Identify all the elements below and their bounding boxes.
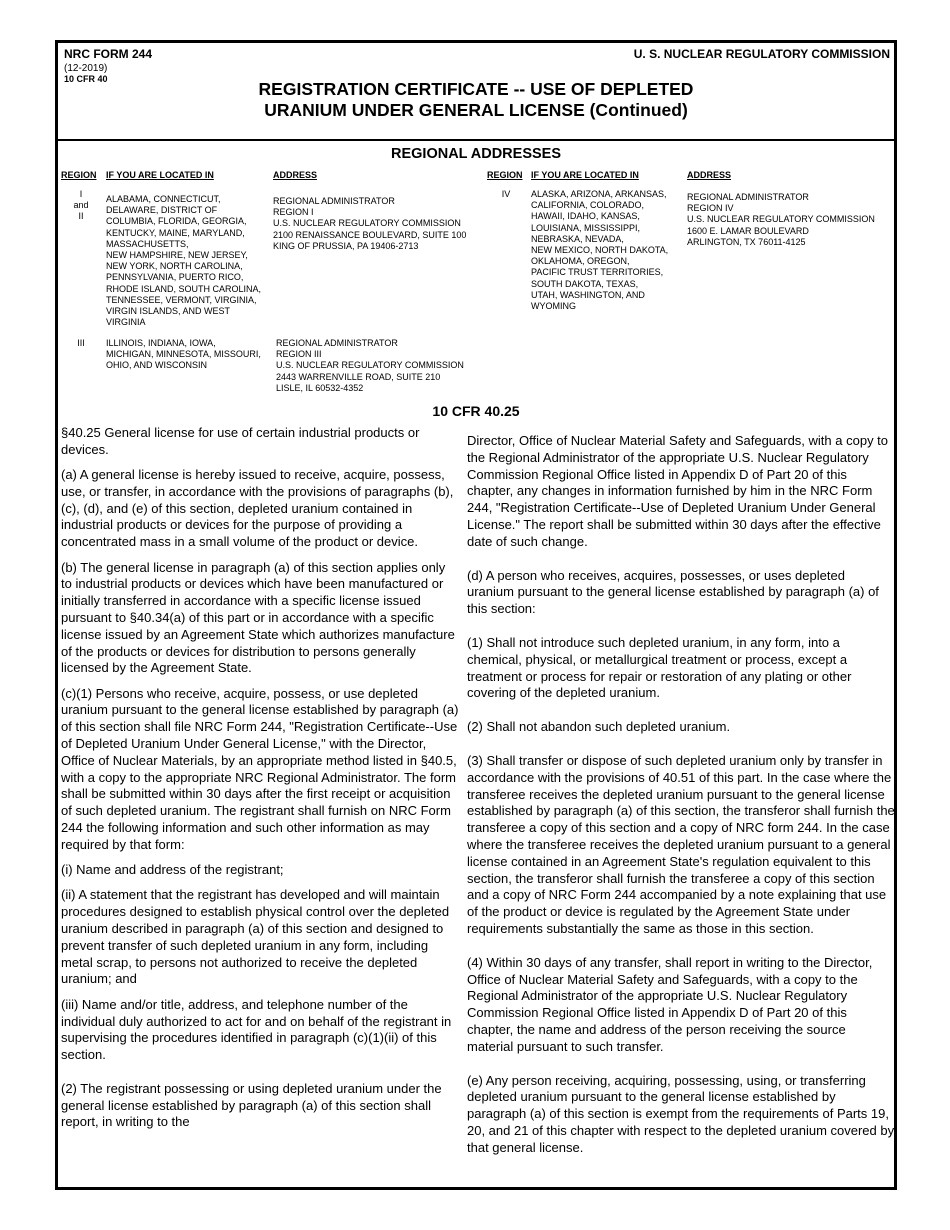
- title-line-1: REGISTRATION CERTIFICATE -- USE OF DEPLETED: [258, 79, 694, 99]
- paragraph: (a) A general license is hereby issued to receive, acquire, possess, use, or transfer, in accordance with the provisions of paragraphs (b), (c), (d), and (e) of this section, depleted uranium contained in industrial products or devices for the purpose of providing a concentrated mass in a small volume of the product or device.: [61, 467, 454, 550]
- form-title: [58, 79, 894, 121]
- region-address: REGIONAL ADMINISTRATOR REGION III U.S. NUCLEAR REGULATORY COMMISSION 2443 WARRENVILLE ROAD, SUITE 210 LISLE, IL 60532-4352: [276, 338, 464, 393]
- paragraph: (2) The registrant possessing or using depleted uranium under the general license established by paragraph (a) of this section shall report, in writing to the: [61, 1080, 442, 1130]
- paragraph: (e) Any person receiving, acquiring, possessing, using, or transferring depleted uranium pursuant to the general license established by paragraph (a) of this section is exempt from the requirements of Parts 19, 20, and 21 of this chapter with respect to the depleted uranium covered by that general license.: [467, 1072, 895, 1155]
- region-states: ILLINOIS, INDIANA, IOWA, MICHIGAN, MINNESOTA, MISSOURI, OHIO, AND WISCONSIN: [106, 338, 261, 371]
- title-line-2: URANIUM UNDER GENERAL LICENSE (Continued): [264, 100, 688, 120]
- col-header-region-2: REGION: [487, 170, 523, 180]
- paragraph: (ii) A statement that the registrant has developed and will maintain procedures designed to establish physical control over the depleted uranium described in paragraph (a) of this section and designed to prevent transfer of such depleted uranium in any form, including metal scrap, to persons not authorized to receive the depleted uranium; and: [61, 887, 450, 987]
- regional-addresses-heading: REGIONAL ADDRESSES: [391, 146, 561, 162]
- regulation-right-column: [467, 433, 895, 1165]
- paragraph: (3) Shall transfer or dispose of such depleted uranium only by transfer in accordance with the provisions of 40.51 of this part. In the case where the transferee receives the depleted uranium pursuant to the general license established by paragraph (a) of this section, the transferor shall furnish the transferee a copy of this section and a copy of NRC form 244. In the case where the transferee receives the depleted uranium pursuant to a general license contained in an Agreement State's regulation equivalent to this section, the transferor shall furnish the transferee a copy of this section and a copy of NRC Form 244 accompanied by a note explaining that use of the product or device is regulated by the Agreement State under requirements substantially the same as those in this section.: [467, 752, 895, 936]
- region-number: III: [77, 338, 85, 348]
- paragraph: (1) Shall not introduce such depleted uranium, in any form, into a chemical, physical, or metallurgical treatment or process, except a treatment or process for repair or restoration of any plating or other covering of the depleted uranium.: [467, 634, 852, 701]
- paragraph: §40.25 General license for use of certain industrial products or devices.: [61, 425, 420, 457]
- region-number: IV: [501, 189, 511, 199]
- col-header-located-2: IF YOU ARE LOCATED IN: [531, 170, 639, 180]
- region-address: REGIONAL ADMINISTRATOR REGION IV U.S. NUCLEAR REGULATORY COMMISSION 1600 E. LAMAR BOULEVARD ARLINGTON, TX 76011-4125: [687, 192, 875, 247]
- agency-name: U. S. NUCLEAR REGULATORY COMMISSION: [633, 47, 890, 61]
- regulation-left-column: [61, 425, 459, 1140]
- paragraph: (4) Within 30 days of any transfer, shall report in writing to the Director, Office of Nuclear Material Safety and Safeguards, with a copy to the Regional Administrator of the appropriate U.S. Nuclear Regulatory Commission Regional Office listed in Appendix D of Part 20 of this chapter, the name and address of the person receiving the source material pursuant to such transfer.: [467, 954, 873, 1054]
- paragraph: (iii) Name and/or title, address, and telephone number of the individual duly authorized to act for and on behalf of the registrant in supervising the procedures identified in paragraph (c)(1)(ii) of this section.: [61, 996, 452, 1063]
- col-header-address-2: ADDRESS: [687, 170, 732, 180]
- region-number: I and II: [73, 189, 89, 222]
- region-states: ALASKA, ARIZONA, ARKANSAS, CALIFORNIA, COLORADO, HAWAII, IDAHO, KANSAS, LOUISIANA, MISSISSIPPI, NEBRASKA, NEVADA, NEW MEXICO, NORTH DAKOTA, OKLAHOMA, OREGON, PACIFIC TRUST TERRITORIES, SOUTH DAKOTA, TEXAS, UTAH, WASHINGTON, AND WYOMING: [531, 189, 669, 312]
- col-header-address: ADDRESS: [273, 170, 318, 180]
- paragraph: (d) A person who receives, acquires, possesses, or uses depleted uranium pursuant to the general license established by paragraph (a) of this section:: [467, 567, 879, 617]
- paragraph: (c)(1) Persons who receive, acquire, possess, or use depleted uranium pursuant to the general license established by paragraph (a) of this section shall file NRC Form 244, "Registration Certificate--Use of Depleted Uranium Under General License," with the Director, Office of Nuclear Materials, by an appropriate method listed in §40.5, with a copy to the appropriate NRC Regional Administrator. The form shall be submitted within 30 days after the first receipt or acquisition of such depleted uranium. The registrant shall furnish on NRC Form 244 the following information and such other information as may required by that form:: [61, 685, 459, 852]
- region-states: ALABAMA, CONNECTICUT, DELAWARE, DISTRICT OF COLUMBIA, FLORIDA, GEORGIA, KENTUCKY, MAINE, MARYLAND, MASSACHUSETTS, NEW HAMPSHIRE, NEW JERSEY, NEW YORK, NORTH CAROLINA, PENNSYLVANIA, PUERTO RICO, RHODE ISLAND, SOUTH CAROLINA, TENNESSEE, VERMONT, VIRGINIA, VIRGIN ISLANDS, AND WEST VIRGINIA: [106, 194, 262, 328]
- header-divider: [58, 139, 894, 141]
- form-frame: [55, 40, 897, 1190]
- form-revision: (12-2019): [64, 63, 108, 74]
- paragraph: (b) The general license in paragraph (a) of this section applies only to industrial products or devices which have been manufactured or initially transferred in accordance with a specific license issued pursuant to §40.34(a) of this part or in accordance with a specific license issued by an Agreement State which authorizes manufacture of the products or devices for distribution to persons generally licensed by the Agreement State.: [61, 559, 455, 676]
- col-header-located: IF YOU ARE LOCATED IN: [106, 170, 214, 180]
- paragraph: Director, Office of Nuclear Material Safety and Safeguards, with a copy to the Regional Administrator of the appropriate U.S. Nuclear Regulatory Commission Regional Office listed in Appendix D of Part 20 of this chapter, any changes in information furnished by him in the NRC Form 244, "Registration Certificate--Use of Depleted Uranium Under General License." The report shall be submitted within 30 days after the effective date of such change.: [467, 433, 889, 549]
- form-id: NRC FORM 244: [64, 47, 153, 61]
- form-cfr: 10 CFR 40: [64, 74, 108, 84]
- regulation-heading: 10 CFR 40.25: [432, 403, 520, 419]
- col-header-region: REGION: [61, 170, 97, 180]
- paragraph: (i) Name and address of the registrant;: [61, 862, 284, 878]
- region-address: REGIONAL ADMINISTRATOR REGION I U.S. NUCLEAR REGULATORY COMMISSION 2100 RENAISSANCE BOULEVARD, SUITE 100 KING OF PRUSSIA, PA 19406-2713: [273, 196, 467, 251]
- paragraph: (2) Shall not abandon such depleted uranium.: [467, 719, 731, 735]
